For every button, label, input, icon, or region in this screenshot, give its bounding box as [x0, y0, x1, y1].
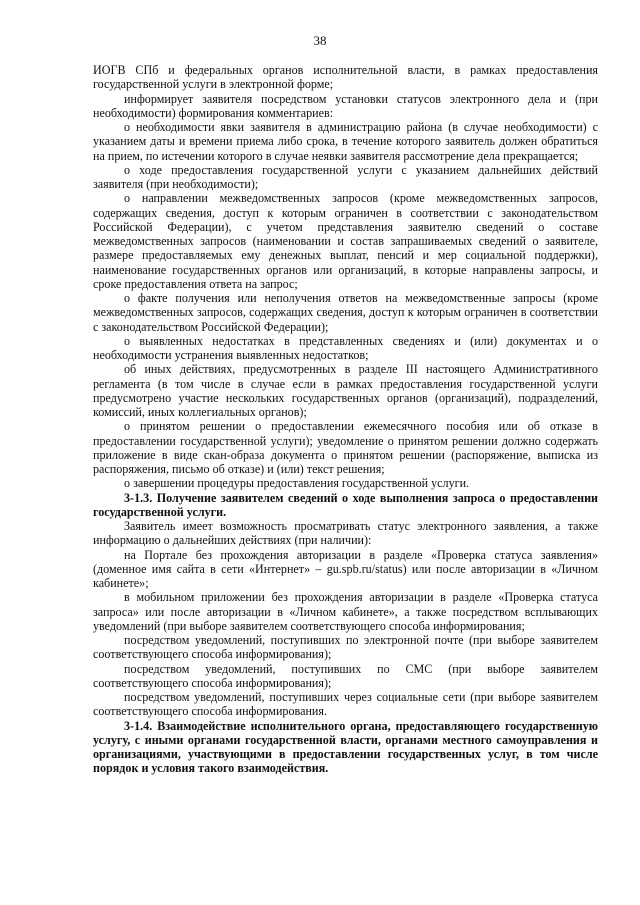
paragraph-deficiencies: о выявленных недостатках в представленных сведениях и (или) документах и о необходимости устранения выявленных недостатков;: [93, 333, 598, 362]
paragraph-responses: о факте получения или неполучения ответов на межведомственные запросы (кроме межведомственных запросов, содержащих сведения, доступ к которым ограничен в соответствии с законодательством Российской Федерации);: [93, 291, 598, 334]
paragraph-other-actions: об иных действиях, предусмотренных в разделе III настоящего Административного регламента (в том числе в случае если в рамках предоставления государственной услуги предусмотрено участие нескольких государственных органов (организаций), подразделений, комиссий, иных коллегиальных органов);: [93, 362, 598, 419]
section-heading-3-1-3: 3-1.3. Получение заявителем сведений о ходе выполнения запроса о предоставлении государственной услуги.: [93, 490, 598, 519]
document-body: [93, 63, 598, 776]
section-heading-3-1-4: 3-1.4. Взаимодействие исполнительного органа, предоставляющего государственную услугу, с иными органами государственной власти, органами местного самоуправления и организациями, участвующими в предоставлении государственных услуг, в том числе порядок и условия такого взаимодействия.: [93, 718, 598, 776]
paragraph-mobile-app: в мобильном приложении без прохождения авторизации в разделе «Проверка статуса запроса» или после авторизации в «Личном кабинете», а также посредством всплывающих уведомлений (при выборе заявителем соответствующего способа информирования;: [93, 590, 598, 633]
paragraph-sms: посредством уведомлений, поступивших по СМС (при выборе заявителем соответствующего способа информирования);: [93, 661, 598, 690]
page-number: 38: [313, 33, 327, 48]
paragraph-iogv: ИОГВ СПб и федеральных органов исполнительной власти, в рамках предоставления государственной услуги в электронной форме;: [93, 63, 598, 92]
paragraph-informs: информирует заявителя посредством установки статусов электронного дела и (при необходимости) формирования комментариев:: [93, 91, 598, 120]
paragraph-appearance: о необходимости явки заявителя в администрацию района (в случае необходимости) с указанием даты и времени приема либо срока, в течение которого заявитель должен обратиться на прием, по истечении которого в случае неявки заявителя рассмотрение дела прекращается;: [93, 120, 598, 163]
paragraph-progress: о ходе предоставления государственной услуги с указанием дальнейших действий заявителя (при необходимости);: [93, 162, 598, 191]
paragraph-status-view: Заявитель имеет возможность просматривать статус электронного заявления, а также информацию о дальнейших действиях (при наличии):: [93, 519, 598, 548]
paragraph-social: посредством уведомлений, поступивших через социальные сети (при выборе заявителем соответствующего способа информирования.: [93, 690, 598, 719]
paragraph-interagency-requests: о направлении межведомственных запросов (кроме межведомственных запросов, содержащих сведения, доступ к которым ограничен в соответствии с законодательством Российской Федерации), с учетом представления заявителю сведений о составе межведомственных запросов (наименовании и состав запрашиваемых сведений о заявителе, размере предоставляемых ему денежных выплат, пенсий и мер социальной поддержки), наименование государственных органов или организаций, в которые направлены запросы, и сроке предоставления ответа на запрос;: [93, 191, 598, 291]
paragraph-portal: на Портале без прохождения авторизации в разделе «Проверка статуса заявления» (доменное имя сайта в сети «Интернет» – gu.spb.ru/status) или после авторизации в «Личном кабинете»;: [93, 547, 598, 590]
paragraph-decision: о принятом решении о предоставлении ежемесячного пособия или об отказе в предоставлении государственной услуги); уведомление о принятом решении должно содержать приложение в виде скан-образа документа о принятом решении (распоряжение, выписка из распоряжения, письмо об отказе) и (или) текст решения;: [93, 419, 598, 476]
paragraph-email: посредством уведомлений, поступивших по электронной почте (при выборе заявителем соответствующего способа информирования);: [93, 633, 598, 662]
paragraph-completion: о завершении процедуры предоставления государственной услуги.: [124, 476, 470, 491]
